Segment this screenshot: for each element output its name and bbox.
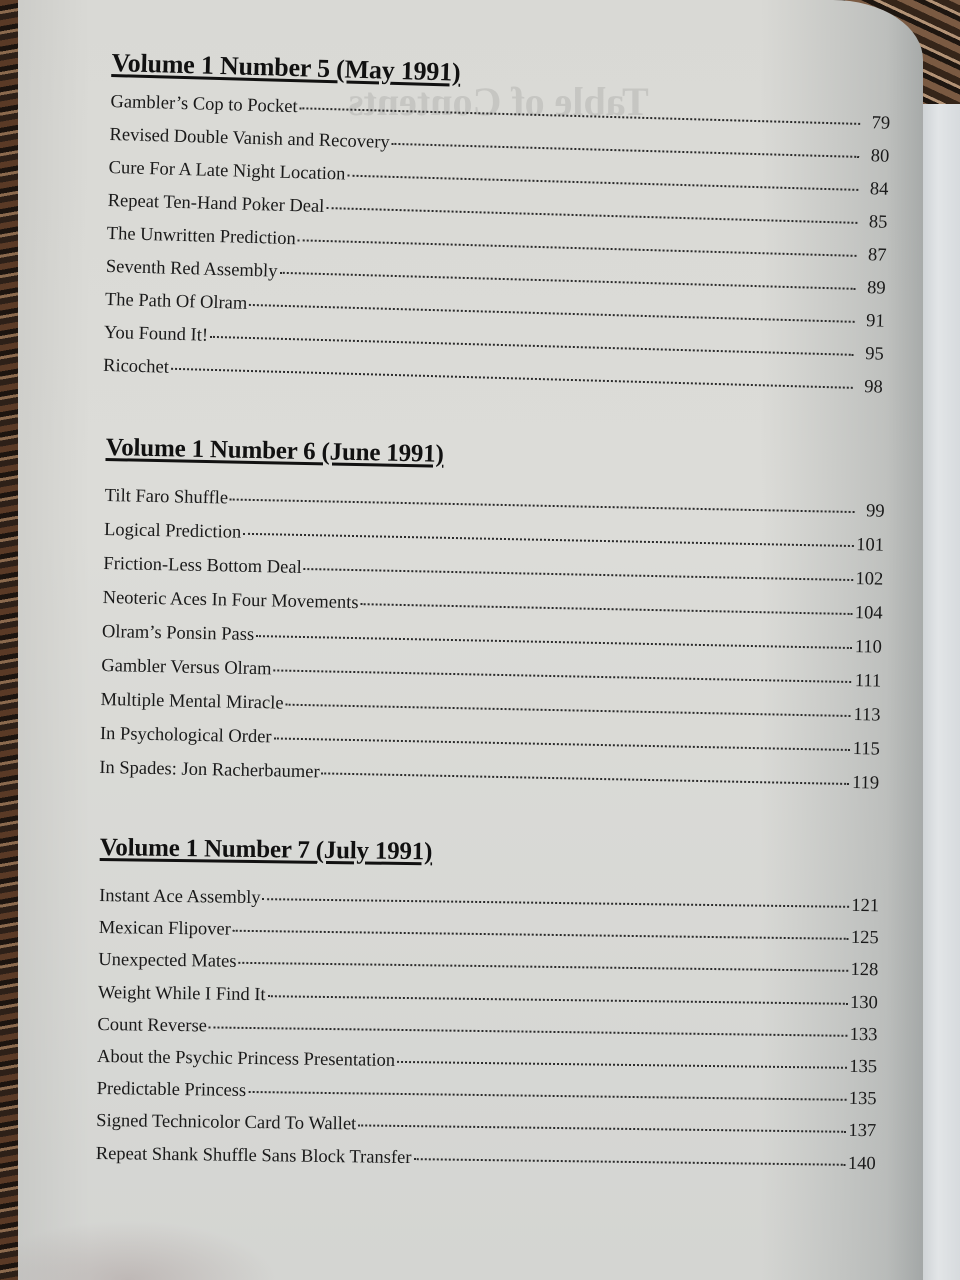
toc-entry-page: 104 [854,603,883,624]
toc-entry-title: Seventh Red Assembly [105,256,278,282]
toc-entry-title: Gambler Versus Olram [101,655,272,680]
toc-entry-title: Repeat Ten-Hand Poker Deal [107,190,325,217]
toc-entry-page: 111 [854,671,882,692]
toc-entry-page: 121 [851,895,880,917]
toc-entry-page: 133 [849,1024,878,1045]
book-page [18,0,923,1280]
toc-section-vol1-no6 [99,434,886,808]
toc-entry-page: 89 [866,278,886,299]
toc-entry-title: The Path Of Olram [104,289,248,314]
toc-entry-title: The Unwritten Prediction [106,223,297,250]
section-heading: Volume 1 Number 6 (June 1991) [105,434,444,468]
dot-leader [413,1158,845,1166]
dot-leader [300,107,861,125]
toc-entry-title: Unexpected Mates [98,950,237,973]
toc-entry-title: Weight While I Find It [97,982,266,1005]
dot-leader [358,1125,846,1133]
toc-entry-title: Multiple Mental Miracle [100,689,284,714]
dot-leader [392,143,860,158]
toc-entry-title: In Spades: Jon Racherbaumer [99,757,320,783]
dot-leader [326,207,857,224]
toc-entry-page: 128 [850,960,879,981]
toc-list [99,486,885,808]
toc-entry-title: Neoteric Aces In Four Movements [102,587,359,614]
toc-entry-title: In Psychological Order [99,723,272,748]
toc-entry-title: Cure For A Late Night Location [108,157,346,185]
toc-entry-page: 113 [853,705,881,726]
dot-leader [347,175,858,191]
toc-entry-page: 110 [854,637,883,658]
dot-leader [230,499,855,514]
toc-entry-page: 115 [852,739,881,760]
toc-entry-page: 84 [869,179,889,200]
toc-entry-title: Olram’s Ponsin Pass [101,621,255,646]
toc-section-vol1-no7 [96,834,880,1186]
bleed-through-title: Table of Contents [348,79,649,124]
dot-leader [360,603,852,615]
toc-entry-title: Friction-Less Bottom Deal [103,553,302,578]
toc-entry-page: 85 [868,212,888,233]
toc-entry-title: Tilt Faro Shuffle [104,485,229,509]
dot-leader [304,568,854,581]
toc-entry-title: Signed Technicolor Card To Wallet [96,1111,357,1135]
dot-leader [397,1061,847,1069]
dot-leader [233,930,849,940]
dot-leader [279,272,855,290]
dot-leader [243,533,854,547]
toc-entry-page: 87 [867,245,887,266]
dot-leader [268,995,848,1005]
toc-entry-title: About the Psychic Princess Presentation [96,1046,396,1071]
toc-entry-title: You Found It! [103,322,209,346]
dot-leader [274,737,850,751]
toc-entry-title: Gambler’s Cop to Pocket [110,91,298,118]
toc-entry-page: 79 [871,113,891,134]
toc-entry-page: 140 [847,1153,876,1174]
dot-leader [238,962,848,972]
toc-entry-page: 137 [848,1121,877,1142]
toc-entry-page: 102 [855,569,884,590]
table-of-contents [18,0,923,1280]
toc-section-vol1-no5 [102,48,891,411]
toc-entry-title: Ricochet [102,355,170,378]
section-heading: Volume 1 Number 5 (May 1991) [111,48,461,87]
dot-leader [285,704,850,717]
toc-entry-page: 135 [848,1088,877,1110]
toc-entry-page: 125 [850,928,879,949]
toc-entry-title: Logical Prediction [103,519,242,543]
background-carpet-left [0,0,18,1280]
toc-list [102,92,890,411]
toc-entry-title: Predictable Princess [96,1079,247,1102]
dot-leader [274,669,852,683]
toc-entry-page: 101 [855,535,885,556]
toc-entry-page: 98 [864,377,884,398]
toc-entry-page: 119 [851,773,880,794]
toc-entry-page: 91 [865,311,885,332]
toc-entry-title: Instant Ace Assembly [99,885,261,909]
dot-leader [209,1026,848,1036]
dot-leader [322,772,850,785]
next-page-edge [922,104,960,1280]
toc-entry-title: Mexican Flipover [98,918,231,940]
dot-leader [262,898,849,908]
toc-entry-title: Repeat Shank Shuffle Sans Block Transfer [95,1143,412,1168]
dot-leader [298,239,857,257]
toc-entry-page: 95 [864,344,885,365]
toc-list [96,886,880,1186]
toc-entry-page: 80 [870,146,890,167]
section-heading: Volume 1 Number 7 (July 1991) [99,834,433,866]
toc-entry-page: 130 [849,992,878,1013]
dot-leader [256,635,852,649]
dot-leader [248,1091,846,1101]
toc-entry-page: 135 [849,1056,878,1078]
toc-entry-title: Revised Double Vanish and Recovery [109,124,390,153]
toc-entry-title: Count Reverse [97,1014,208,1037]
toc-entry-page: 99 [865,501,885,522]
